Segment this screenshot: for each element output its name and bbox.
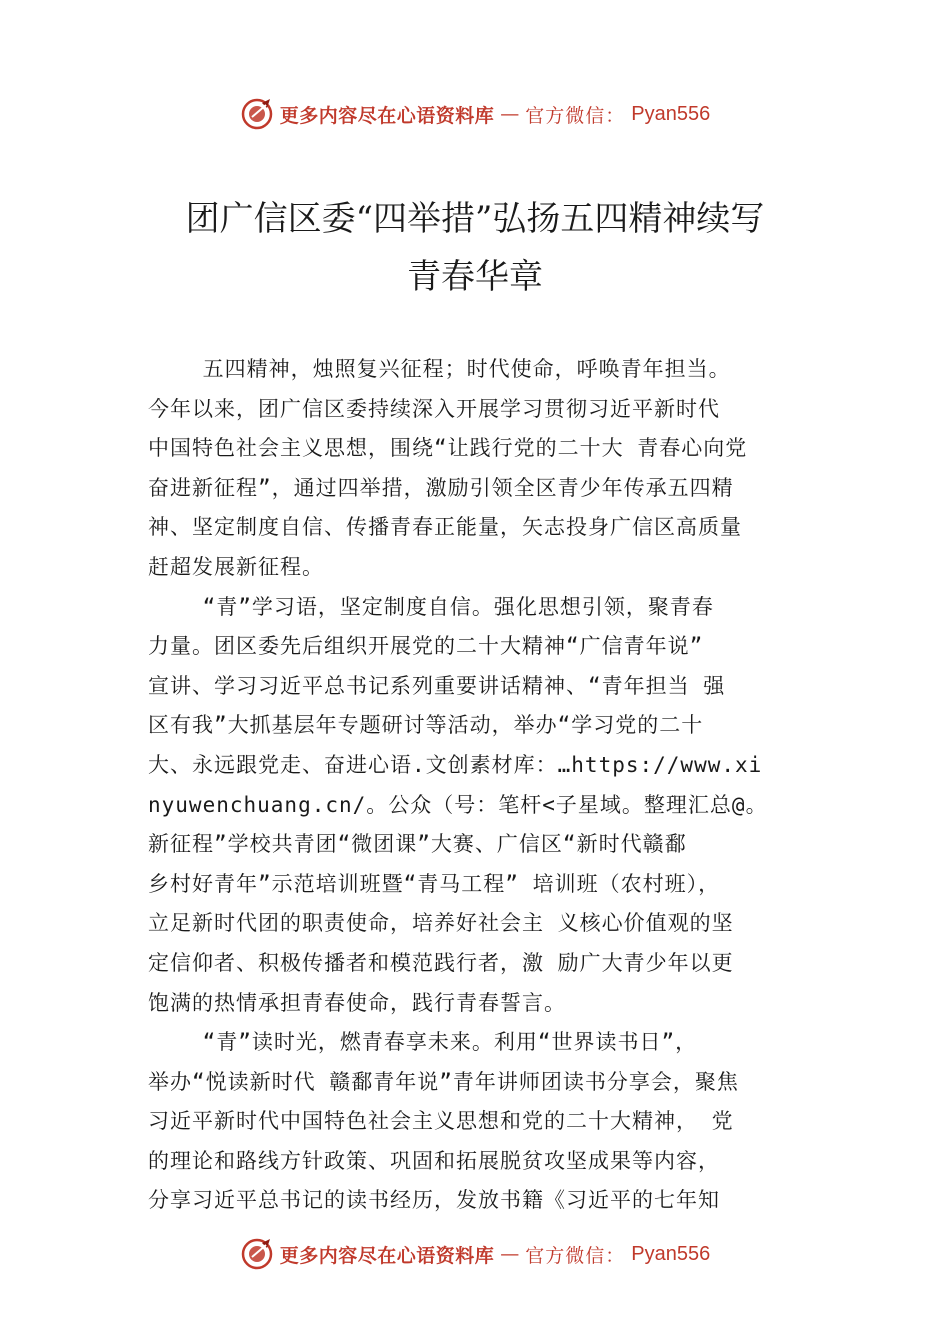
body-line: “青”学习语，坚定制度自信。强化思想引领，聚青春: [148, 594, 714, 619]
watermark-brand-text: 更多内容尽在心语资料库: [279, 1244, 495, 1267]
pen-seal-logo-icon: [240, 97, 274, 131]
body-line: 今年以来，团广信区委持续深入开展学习贯彻习近平新时代: [148, 396, 720, 421]
watermark-account-id: Pyan556: [631, 102, 711, 125]
body-line: 赶超发展新征程。: [148, 554, 324, 579]
body-line: 饱满的热情承担青春使命，践行青春誓言。: [148, 990, 566, 1015]
title-line-1: 团广信区委“四举措”弘扬五四精神续写: [185, 199, 765, 239]
body-line: 神、坚定制度自信、传播青春正能量，矢志投身广信区高质量: [148, 515, 742, 540]
document-body: [148, 350, 838, 1221]
watermark-account-label: 官方微信：: [525, 104, 626, 127]
body-line: 五四精神，烛照复兴征程；时代使命，呼唤青年担当。: [148, 357, 731, 381]
body-line: “青”读时光，燃青春享未来。利用“世界读书日”，: [148, 1030, 698, 1055]
body-line: 区有我”大抓基层年专题研讨等活动，举办“学习党的二十: [148, 713, 704, 738]
pen-seal-logo-icon: [240, 1237, 274, 1271]
body-line: 中国特色社会主义思想，围绕“让践行党的二十大 青春心向党: [148, 436, 748, 461]
watermark-header: [0, 94, 950, 134]
body-line: 宣讲、学习习近平总书记系列重要讲话精神、“青年担当 强: [148, 673, 726, 698]
body-line: 新征程”学校共青团“微团课”大赛、广信区“新时代赣鄱: [148, 832, 687, 857]
watermark-account-id: Pyan556: [631, 1242, 711, 1265]
document-title: [0, 190, 950, 306]
watermark-footer: [0, 1234, 950, 1274]
title-line-2: 青春华章: [407, 257, 543, 297]
body-line: 的理论和路线方针政策、巩固和拓展脱贫攻坚成果等内容，: [148, 1148, 720, 1173]
watermark-account-label: 官方微信：: [525, 1244, 626, 1267]
body-line: 分享习近平总书记的读书经历，发放书籍《习近平的七年知: [148, 1188, 720, 1213]
body-line: 乡村好青年”示范培训班暨“青马工程” 培训班（农村班），: [148, 871, 721, 896]
body-line: 力量。团区委先后组织开展党的二十大精神“广信青年说”: [148, 634, 704, 659]
watermark-dash: —: [500, 103, 520, 125]
body-line: nyuwenchuang.cn/。公众（号：笔杆<子星域。整理汇总@。: [148, 792, 768, 817]
body-line: 立足新时代团的职责使命，培养好社会主 义核心价值观的坚: [148, 911, 734, 936]
watermark-dash: —: [500, 1243, 520, 1265]
watermark-brand-text: 更多内容尽在心语资料库: [279, 104, 495, 127]
body-line: 习近平新时代中国特色社会主义思想和党的二十大精神， 党: [148, 1109, 734, 1134]
body-line: 举办“悦读新时代 赣鄱青年说”青年讲师团读书分享会，聚焦: [148, 1069, 739, 1094]
body-line: 奋进新征程”，通过四举措，激励引领全区青少年传承五四精: [148, 475, 734, 500]
body-line: 大、永远跟党走、奋进心语.文创素材库：…https://www.xi: [148, 752, 763, 777]
body-line: 定信仰者、积极传播者和模范践行者，激 励广大青少年以更: [148, 950, 734, 975]
